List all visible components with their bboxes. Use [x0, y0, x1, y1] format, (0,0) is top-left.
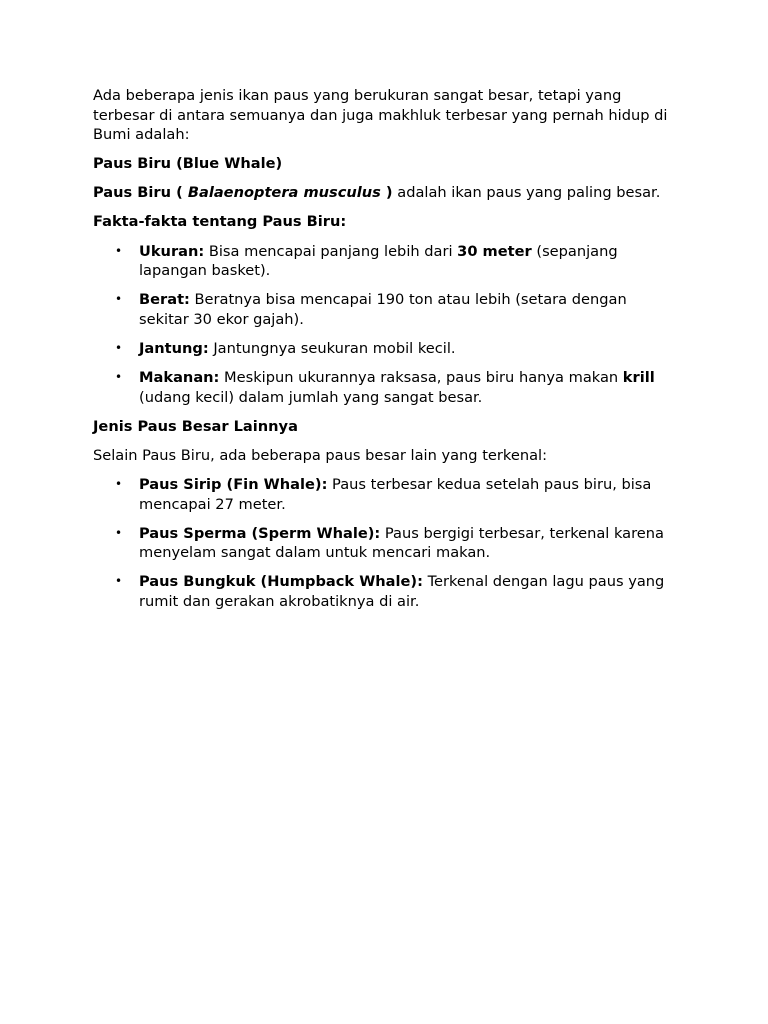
whale-label: Paus Bungkuk (Humpback Whale): — [139, 573, 423, 591]
fact-label: Berat: — [139, 291, 190, 309]
fact-text: (sepanjang lapangan basket). — [139, 242, 618, 280]
blue-whale-lead: Paus Biru ( — [93, 184, 188, 202]
scientific-name: Balaenoptera musculus — [187, 184, 381, 202]
bullet-icon: • — [115, 243, 123, 258]
fact-bold-value: 30 meter — [457, 242, 532, 260]
other-whales-heading: Jenis Paus Besar Lainnya — [93, 417, 298, 435]
list-item — [93, 339, 673, 359]
fact-label: Jantung: — [139, 339, 209, 357]
facts-list — [93, 242, 673, 408]
list-item — [93, 242, 673, 281]
fact-text: (udang kecil) dalam jumlah yang sangat besar. — [139, 388, 483, 406]
whale-label: Paus Sperma (Sperm Whale): — [139, 524, 381, 542]
bullet-icon: • — [115, 370, 123, 385]
whale-text: Terkenal dengan lagu paus yang rumit dan gerakan akrobatiknya di air. — [139, 573, 665, 610]
whale-label: Paus Sirip (Fin Whale): — [139, 475, 328, 493]
other-whales-intro: Selain Paus Biru, ada beberapa paus besar lain yang terkenal: — [93, 446, 547, 464]
list-item — [93, 572, 673, 611]
intro-paragraph: Ada beberapa jenis ikan paus yang berukuran sangat besar, tetapi yang terbesar di antara semuanya dan juga makhluk terbesar yang pernah hidup di Bumi adalah: — [93, 87, 668, 144]
fact-label: Makanan: — [139, 369, 220, 387]
blue-whale-description — [93, 183, 673, 203]
list-item — [93, 524, 673, 563]
blue-whale-close-paren: ) — [380, 184, 393, 202]
blue-whale-desc-rest: adalah ikan paus yang paling besar. — [392, 184, 661, 202]
fact-text: Jantungnya seukuran mobil kecil. — [208, 339, 456, 357]
whale-text: Paus terbesar kedua setelah paus biru, bisa mencapai 27 meter. — [139, 475, 652, 513]
fact-bold-value: krill — [622, 369, 655, 387]
whale-text: Paus bergigi terbesar, terkenal karena menyelam sangat dalam untuk mencari makan. — [139, 524, 664, 562]
fact-text: Beratnya bisa mencapai 190 ton atau lebih (setara dengan sekitar 30 ekor gajah). — [139, 291, 627, 328]
bullet-icon: • — [115, 525, 123, 540]
facts-heading: Fakta-fakta tentang Paus Biru: — [93, 213, 347, 231]
bullet-icon: • — [115, 340, 123, 355]
other-whales-list — [93, 475, 673, 612]
bullet-icon: • — [115, 476, 123, 491]
fact-text: Meskipun ukurannya raksasa, paus biru hanya makan — [219, 369, 623, 387]
list-item — [93, 475, 673, 514]
fact-label: Ukuran: — [139, 242, 205, 260]
list-item — [93, 290, 673, 329]
document-body — [93, 86, 673, 621]
list-item — [93, 368, 673, 407]
heading-blue-whale: Paus Biru (Blue Whale) — [93, 155, 283, 173]
bullet-icon: • — [115, 292, 123, 307]
fact-text: Bisa mencapai panjang lebih dari — [204, 242, 458, 260]
bullet-icon: • — [115, 574, 123, 589]
